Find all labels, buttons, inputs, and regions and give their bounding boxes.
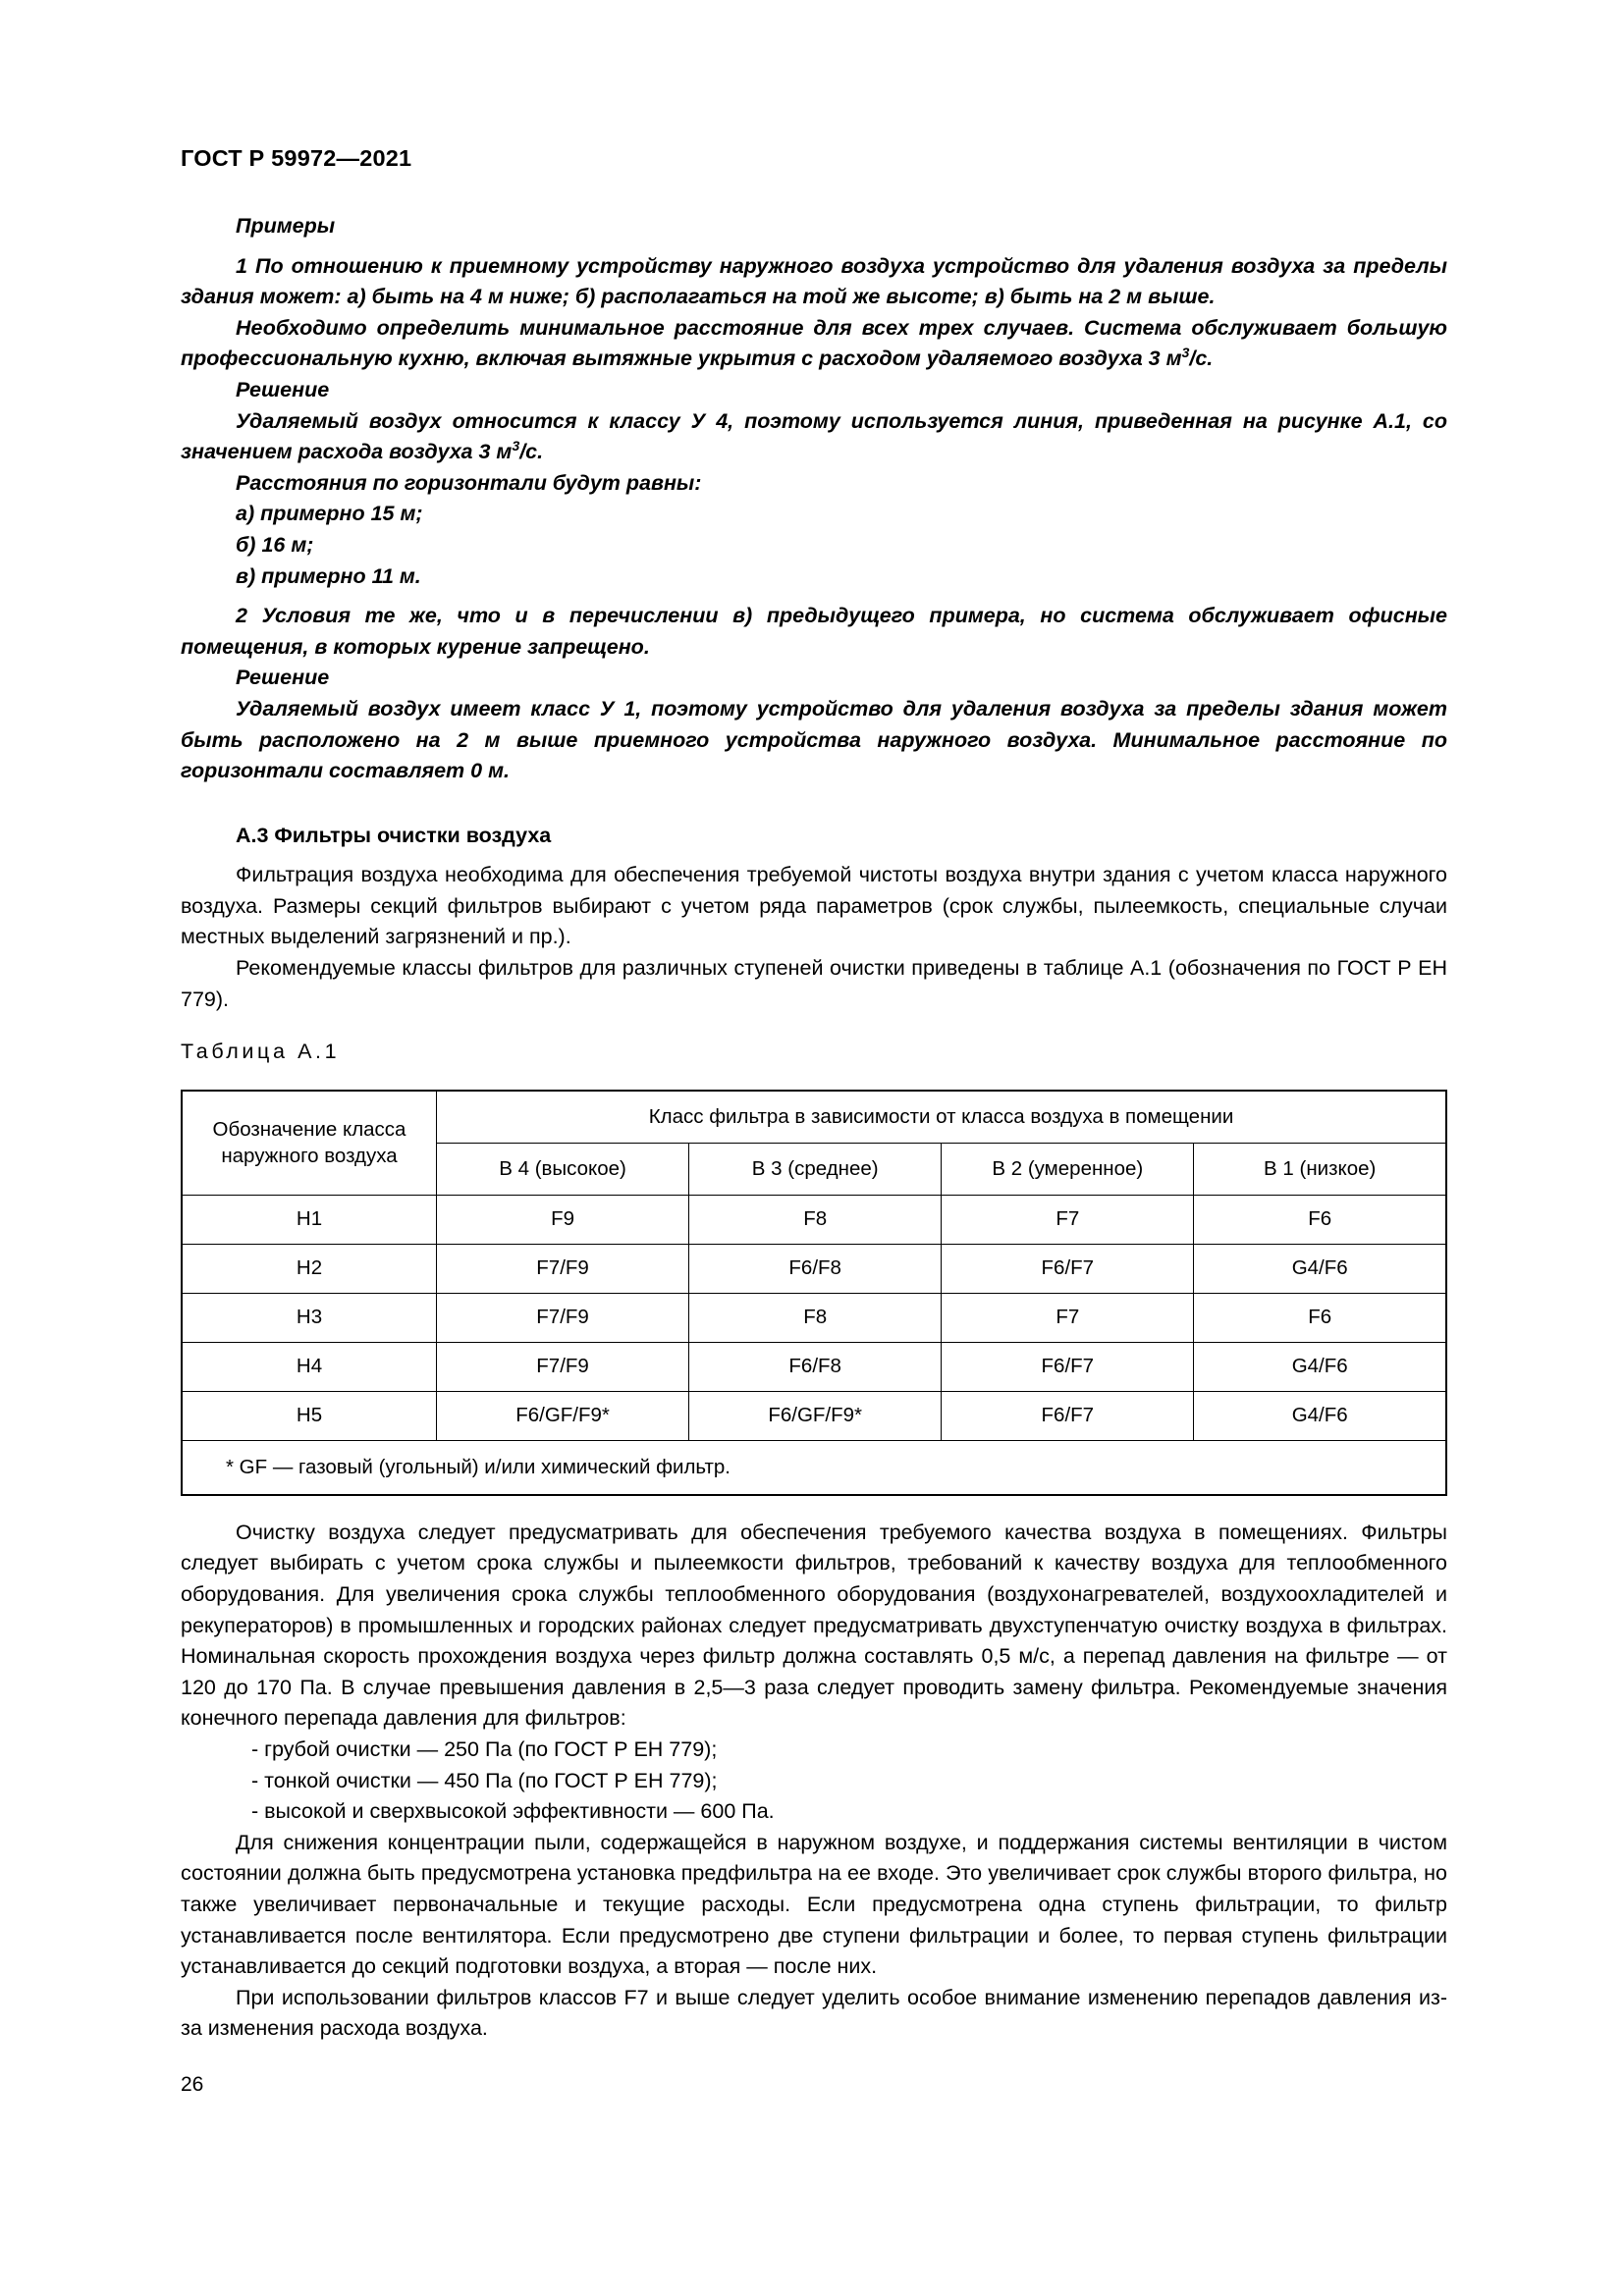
table-cell-value: F6/F8 — [689, 1244, 942, 1293]
table-cell-class: Н1 — [182, 1195, 437, 1244]
table-cell-value: F7 — [942, 1195, 1194, 1244]
page-body — [181, 211, 1447, 2045]
table-cell-class: Н4 — [182, 1342, 437, 1391]
table-cell-class: Н3 — [182, 1293, 437, 1342]
table-cell-value: F7/F9 — [437, 1293, 689, 1342]
table-row — [182, 1342, 1446, 1391]
table-cell-value: F7/F9 — [437, 1342, 689, 1391]
table-cell-class: Н2 — [182, 1244, 437, 1293]
filter-bullet-coarse: - грубой очистки — 250 Па (по ГОСТ Р ЕН 779); — [251, 1737, 718, 1761]
filter-bullet-fine: - тонкой очистки — 450 Па (по ГОСТ Р ЕН 779); — [251, 1768, 718, 1792]
table-subheader-b3: В 3 (среднее) — [689, 1143, 942, 1195]
example-1-statement: 1 По отношению к приемному устройству наружного воздуха устройство для удаления воздуха за пределы здания может: а) быть на 4 м ниже; б) располагаться на той же высоте; в) быть на 2 м выше. — [181, 253, 1447, 309]
table-cell-class: Н5 — [182, 1391, 437, 1440]
table-cell-value: F9 — [437, 1195, 689, 1244]
distance-item-a: а) примерно 15 м; — [236, 502, 423, 526]
after-table-paragraph-2: Для снижения концентрации пыли, содержащейся в наружном воздухе, и поддержания системы вентиляции в чистом состоянии должна быть предусмотрена установка предфильтра на ее входе. Это увеличивает срок службы второго фильтра, но также увеличивает первоначальные и текущие расходы. Если предусмотрена одна ступень фильтрации, то фильтр устанавливается после вентилятора. Если предусмотрено две ступени фильтрации и более, то первая ступень фильтрации устанавливается до секций подготовки воздуха, а вторая — после них. — [181, 1830, 1447, 1979]
solution-label-2: Решение — [236, 666, 330, 690]
cubic-meter-exponent: 3 — [1181, 346, 1190, 362]
table-subheader-b1: В 1 (низкое) — [1194, 1143, 1446, 1195]
distance-item-b: б) 16 м; — [236, 532, 314, 557]
distance-item-v: в) примерно 11 м. — [236, 563, 421, 588]
distances-intro: Расстояния по горизонтали будут равны: — [236, 470, 702, 495]
table-cell-value: F6/F7 — [942, 1342, 1194, 1391]
example-1-conditions-text-b: /с. — [1189, 347, 1214, 371]
table-header-group: Класс фильтра в зависимости от класса воздуха в помещении — [437, 1091, 1447, 1144]
example-1-conditions-text-a: Необходимо определить минимальное расстояние для всех трех случаев. Система обслуживает большую профессиональную кухню, включая вытяжные укрытия с расходом удаляемого воздуха 3 м — [181, 315, 1447, 371]
table-cell-value: F6/F8 — [689, 1342, 942, 1391]
cubic-meter-exponent: 3 — [512, 439, 520, 454]
table-row — [182, 1244, 1446, 1293]
table-subheader-b4: В 4 (высокое) — [437, 1143, 689, 1195]
section-a3-paragraph-2: Рекомендуемые классы фильтров для различных ступеней очистки приведены в таблице А.1 (обозначения по ГОСТ Р ЕН 779). — [181, 956, 1447, 1011]
table-footnote: * GF — газовый (угольный) и/или химический фильтр. — [182, 1440, 1446, 1495]
table-cell-value: F8 — [689, 1293, 942, 1342]
filter-bullet-high-efficiency: - высокой и сверхвысокой эффективности — 600 Па. — [251, 1799, 775, 1824]
example-1-solution — [181, 406, 1447, 468]
example-1-conditions — [181, 313, 1447, 375]
after-table-paragraph-1: Очистку воздуха следует предусматривать для обеспечения требуемого качества воздуха в помещениях. Фильтры следует выбирать с учетом срока службы и пылеемкости фильтров, требований к качеству воздуха для теплообменного оборудования. Для увеличения срока службы теплообменного оборудования (воздухонагревателей, воздухоохладителей и рекуператоров) в промышленных и городских районах следует предусматривать двухступенчатую очистку воздуха в фильтрах. Номинальная скорость прохождения воздуха через фильтр должна составлять 0,5 м/с, а перепад давления на фильтре — от 120 до 170 Па. В случае превышения давления в 2,5—3 раза следует проводить замену фильтра. Рекомендуемые значения конечного перепада давления для фильтров: — [181, 1520, 1447, 1731]
page-number: 26 — [181, 2073, 204, 2096]
example-2-statement: 2 Условия те же, что и в перечислении в) предыдущего примера, но система обслуживает офисные помещения, в которых курение запрещено. — [181, 604, 1447, 659]
table-cell-value: F7/F9 — [437, 1244, 689, 1293]
after-table-paragraph-3: При использовании фильтров классов F7 и выше следует уделить особое внимание изменению перепадов давления из-за изменения расхода воздуха. — [181, 1985, 1447, 2041]
standard-header: ГОСТ Р 59972—2021 — [181, 145, 412, 171]
table-cell-value: G4/F6 — [1194, 1342, 1446, 1391]
table-cell-value: F6/F7 — [942, 1244, 1194, 1293]
table-header-row-1 — [182, 1091, 1446, 1144]
example-2-solution: Удаляемый воздух имеет класс У 1, поэтому устройство для удаления воздуха за пределы здания может быть расположено на 2 м выше приемного устройства наружного воздуха. Минимальное расстояние по горизонтали составляет 0 м. — [181, 696, 1447, 783]
table-cell-value: F6/F7 — [942, 1391, 1194, 1440]
table-row — [182, 1391, 1446, 1440]
table-cell-value: F6 — [1194, 1195, 1446, 1244]
table-header-outdoor-class: Обозначение класса наружного воздуха — [182, 1091, 437, 1196]
section-a3-paragraph-1: Фильтрация воздуха необходима для обеспечения требуемой чистоты воздуха внутри здания с учетом класса наружного воздуха. Размеры секций фильтров выбирают с учетом ряда параметров (срок службы, пылеемкость, специальные случаи местных выделений загрязнений и пр.). — [181, 863, 1447, 949]
section-a3-heading: А.3 Фильтры очистки воздуха — [236, 823, 552, 847]
table-cell-value: F6 — [1194, 1293, 1446, 1342]
filter-class-table — [181, 1090, 1447, 1496]
table-subheader-b2: В 2 (умеренное) — [942, 1143, 1194, 1195]
examples-heading: Примеры — [236, 214, 336, 238]
table-cell-value: F6/GF/F9* — [437, 1391, 689, 1440]
table-cell-value: G4/F6 — [1194, 1244, 1446, 1293]
table-cell-value: F7 — [942, 1293, 1194, 1342]
table-cell-value: G4/F6 — [1194, 1391, 1446, 1440]
example-1-solution-text-b: /с. — [519, 440, 544, 464]
solution-label-1: Решение — [236, 377, 330, 401]
table-row — [182, 1293, 1446, 1342]
table-caption: Таблица А.1 — [181, 1040, 341, 1064]
table-cell-value: F6/GF/F9* — [689, 1391, 942, 1440]
table-row — [182, 1195, 1446, 1244]
table-footnote-row — [182, 1440, 1446, 1495]
example-1-solution-text-a: Удаляемый воздух относится к классу У 4, поэтому используется линия, приведенная на рисунке А.1, со значением расхода воздуха 3 м — [181, 408, 1447, 464]
table-cell-value: F8 — [689, 1195, 942, 1244]
